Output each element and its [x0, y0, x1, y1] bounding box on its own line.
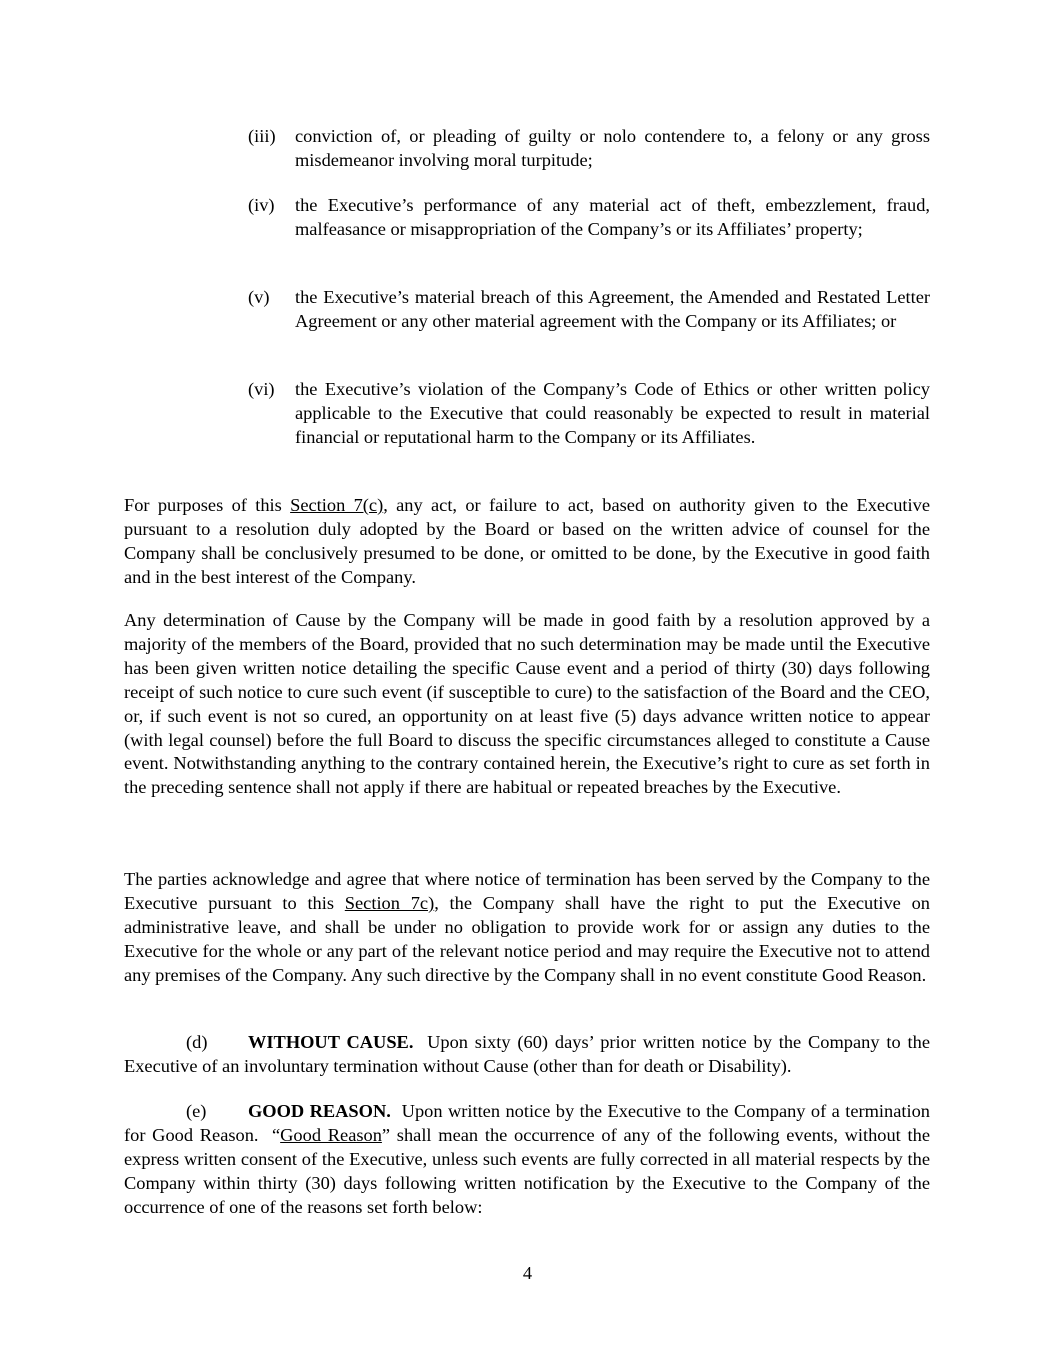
- page-number: 4: [522, 1263, 533, 1283]
- section-text: Upon sixty (60) days’ prior written notice by the Company to the Executive of an involuntary termination without Cause (other than for death or Disability).: [124, 1032, 935, 1076]
- list-number: (v): [248, 287, 270, 307]
- list-text: the Executive’s performance of any material act of theft, embezzlement, fraud, malfeasance or misappropriation of the Company’s or its Affiliates’ property;: [295, 195, 930, 239]
- list-number: (vi): [248, 379, 275, 399]
- section-label: (d): [186, 1032, 208, 1052]
- list-text: conviction of, or pleading of guilty or nolo contendere to, a felony or any gross misdemeanor involving moral turpitude;: [295, 126, 930, 170]
- list-item-vi: [248, 378, 930, 450]
- text: , any act, or failure to act, based on authority given to the Executive pursuant to a resolution duly adopted by the Board or based on the written advice of counsel for the Company shall be conclusively presumed to be done, or omitted to be done, by the Executive in good faith and in the best interest of the Company.: [124, 495, 930, 587]
- text: For purposes of this: [124, 495, 291, 515]
- section-heading: WITHOUT CAUSE.: [248, 1032, 414, 1052]
- section-reference: Section 7c): [344, 892, 435, 913]
- list-number: (iii): [248, 126, 276, 146]
- section-text: ” shall mean the occurrence of any of the following events, without the express written consent of the Executive, unless such events are fully corrected in all material respects by the Company within thirty (30) days following written notification by the Executive to the Company of the occurrence of one of the reasons set forth below:: [124, 1124, 930, 1217]
- section-d-without-cause: [124, 1031, 935, 1079]
- section-text: Upon written notice by the Executive to the Company of a termination for Good Reason. “: [124, 1101, 935, 1145]
- paragraph-parties-acknowledge: [124, 868, 930, 988]
- section-e-good-reason: [124, 1100, 935, 1220]
- list-item-iv: [248, 194, 930, 242]
- list-item-v: [248, 286, 930, 334]
- list-text: the Executive’s violation of the Company’s Code of Ethics or other written policy applicable to the Executive that could reasonably be expected to result in material financial or reputational harm to the Company or its Affiliates.: [295, 379, 930, 447]
- text: , the Company shall have the right to put the Executive on administrative leave, and shall be under no obligation to provide work for or assign any duties to the Executive for the whole or any part of the relevant notice period and may require the Executive not to attend any premises of the Company. Any such directive by the Company shall in no event constitute Good Reason.: [124, 892, 930, 985]
- paragraph-purposes: [124, 494, 930, 590]
- list-number: (iv): [248, 195, 275, 215]
- list-text: the Executive’s material breach of this Agreement, the Amended and Restated Letter Agreement or any other material agreement with the Company or its Affiliates; or: [295, 287, 930, 331]
- section-label: (e): [186, 1101, 207, 1121]
- paragraph-cause-determination: Any determination of Cause by the Company will be made in good faith by a resolution approved by a majority of the members of the Board, provided that no such determination may be made until the Executive has been given written notice detailing the specific Cause event and a period of thirty (30) days following receipt of such notice to cure such event (if susceptible to cure) to the satisfaction of the Board and the CEO, or, if such event is not so cured, an opportunity on at least five (5) days advance written notice to appear (with legal counsel) before the full Board to discuss the specific circumstances alleged to constitute a Cause event. Notwithstanding anything to the contrary contained herein, the Executive’s right to cure as set forth in the preceding sentence shall not apply if there are habitual or repeated breaches by the Executive.: [124, 610, 930, 798]
- defined-term: Good Reason: [280, 1124, 382, 1145]
- text: The parties acknowledge and agree that where notice of termination has been served by the Company to the Executive pursuant to this: [124, 869, 930, 913]
- section-reference: Section 7(c): [290, 495, 384, 515]
- section-heading: GOOD REASON.: [248, 1101, 391, 1121]
- list-item-iii: [248, 125, 930, 173]
